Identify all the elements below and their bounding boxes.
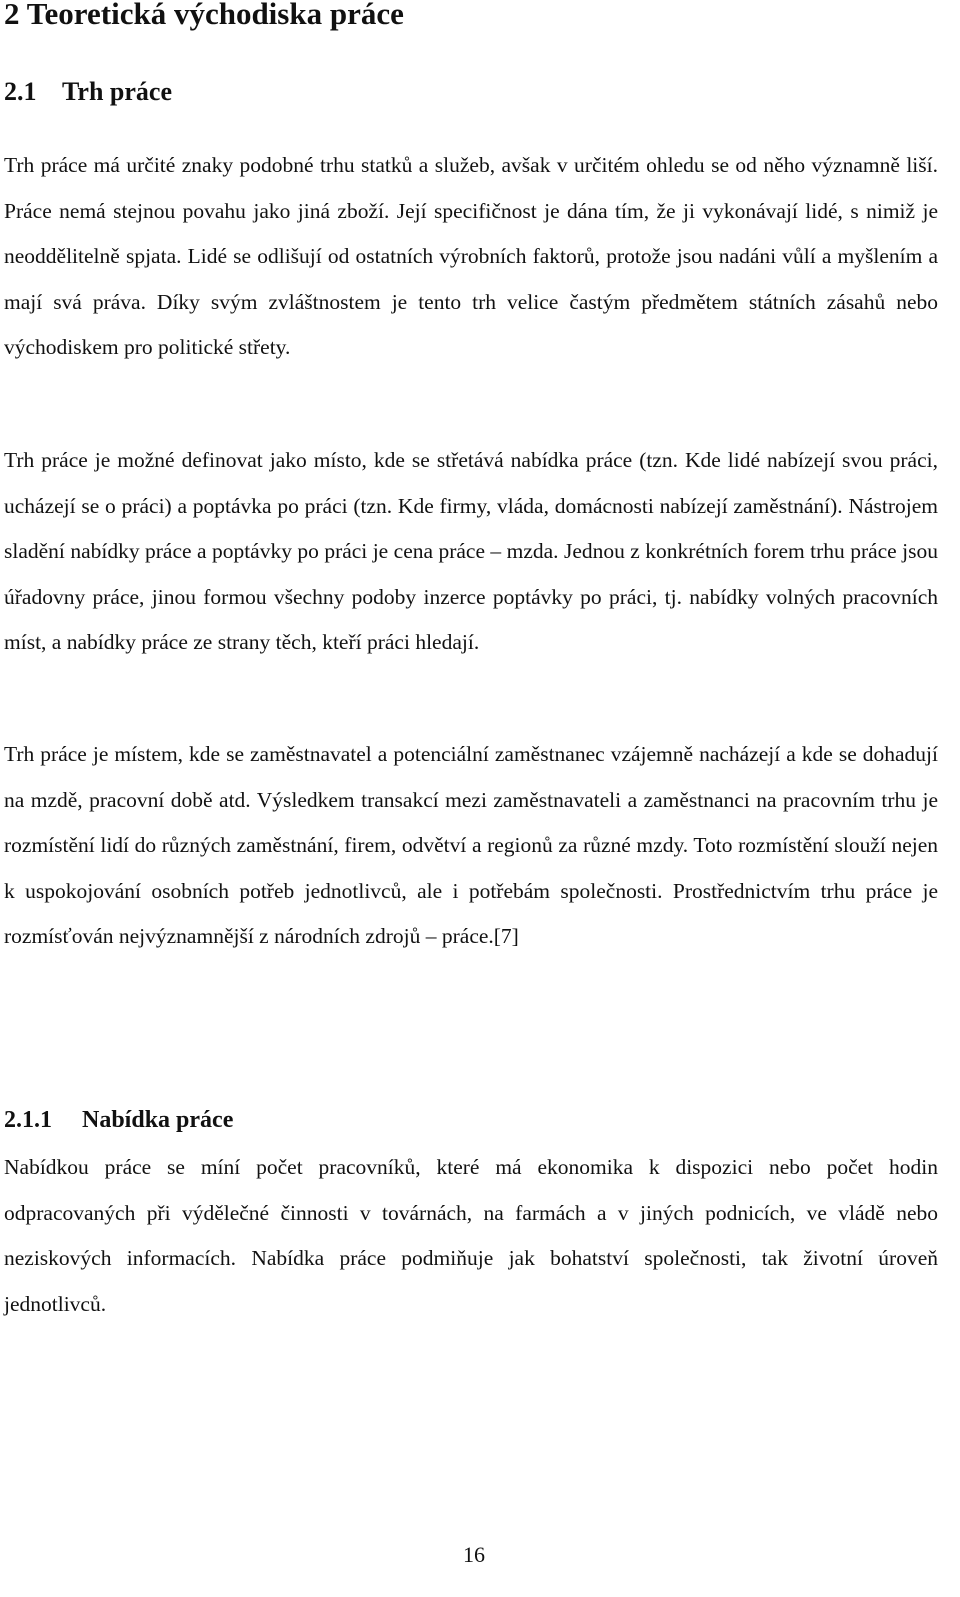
- paragraph-2: Trh práce je možné definovat jako místo, kde se střetává nabídka práce (tzn. Kde lidé nabízejí svou práci, ucházejí se o práci) a poptávka po práci (tzn. Kde firmy, vláda, domácnosti nabízejí zaměstnání). Nástrojem sladění nabídky práce a poptávky po práci je cena práce – mzda. Jednou z konkrétních forem trhu práce jsou úřadovny práce, jinou formou všechny podoby inzerce poptávky po práci, tj. nabídky volných pracovních míst, a nabídky práce ze strany těch, kteří práci hledají.: [4, 448, 938, 655]
- subsection-paragraph: Nabídkou práce se míní počet pracovníků, které má ekonomika k dispozici nebo počet hodin odpracovaných při výdělečné činnosti v továrnách, na farmách a v jiných podnicích, ve vládě nebo neziskových informacích. Nabídka práce podmiňuje jak bohatství společnosti, tak životní úroveň jednotlivců.: [4, 1155, 938, 1316]
- section-heading: [4, 76, 172, 108]
- paragraph-1: Trh práce má určité znaky podobné trhu statků a služeb, avšak v určitém ohledu se od něho významně liší. Práce nemá stejnou povahu jako jiná zboží. Její specifičnost je dána tím, že ji vykonávají lidé, s nimiž je neoddělitelně spjata. Lidé se odlišují od ostatních výrobních faktorů, protože jsou nadáni vůlí a myšlením a mají svá práva. Díky svým zvláštnostem je tento trh velice častým předmětem státních zásahů nebo východiskem pro politické střety.: [4, 153, 938, 360]
- paragraph-3: Trh práce je místem, kde se zaměstnavatel a potenciální zaměstnanec vzájemně nacházejí a kde se dohadují na mzdě, pracovní době atd. Výsledkem transakcí mezi zaměstnavateli a zaměstnanci na pracovním trhu je rozmístění lidí do různých zaměstnání, firem, odvětví a regionů za různé mzdy. Toto rozmístění slouží nejen k uspokojování osobních potřeb jednotlivců, ale i potřebám společnosti. Prostřednictvím trhu práce je rozmísťován nejvýznamnější z národních zdrojů – práce.[7]: [4, 742, 938, 949]
- chapter-heading: [4, 0, 404, 32]
- section-number: 2.1: [4, 77, 37, 106]
- chapter-number: 2: [4, 0, 20, 31]
- subsection-number: 2.1.1: [4, 1107, 52, 1133]
- subsection-heading: [4, 1105, 233, 1135]
- section-title: Trh práce: [62, 77, 172, 106]
- page-number: 16: [463, 1542, 485, 1567]
- subsection-title: Nabídka práce: [82, 1107, 234, 1133]
- chapter-title: Teoretická východiska práce: [26, 0, 404, 31]
